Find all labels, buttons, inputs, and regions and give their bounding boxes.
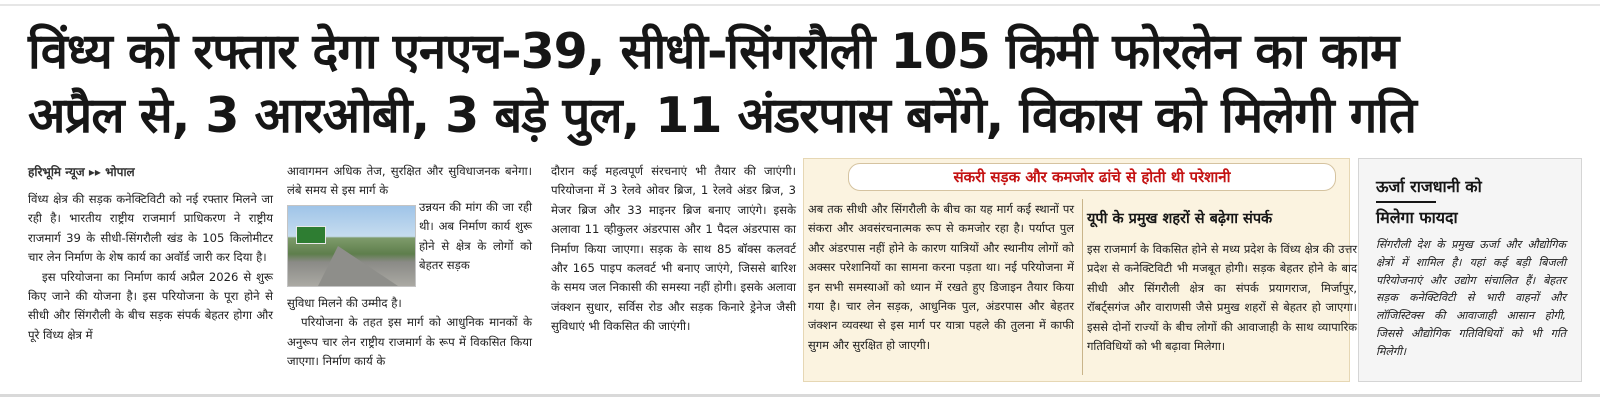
energy-subhead-line-2: मिलेगा फायदा (1376, 208, 1458, 227)
after-photo-text: सुविधा मिलने की उम्मीद है। (287, 296, 402, 310)
headline-line-2: अप्रैल से, 3 आरओबी, 3 बड़े पुल, 11 अंडरपास बनेंगे, विकास को मिलेगी गति (28, 87, 1416, 144)
beside-photo-text: उन्नयन की मांग की जा रही थी। अब निर्माण कार्य शुरू होने से क्षेत्र के लोगों को बेहतर सड़क (419, 200, 532, 273)
box-left-text-block (808, 200, 1074, 355)
article-column-3 (551, 162, 796, 337)
article-column-1 (28, 162, 273, 345)
energy-box-text-block (1376, 236, 1566, 361)
box-subheading-energy-capital (1376, 176, 1576, 229)
headline-line-1: विंध्य को रफ्तार देगा एनएच-39, सीधी-सिंगरौली 105 किमी फोरलेन का काम (28, 23, 1399, 80)
box-left-paragraph: अब तक सीधी और सिंगरौली के बीच का यह मार्ग कई स्थानों पर संकरा और अवसंरचनात्मक रूप से कमजोर रहा है। पर्याप्त पुल और अंडरपास नहीं होने के कारण यात्रियों और स्थानीय लोगों को अक्सर परेशानियों का सामना करना पड़ता था। नई परियोजना में इन सभी समस्याओं को ध्यान में रखते हुए डिजाइन तैयार किया गया है। चार लेन सड़क, आधुनिक पुल, अंडरपास और बेहतर जंक्शन व्यवस्था से इस मार्ग पर यात्रा पहले की तुलना में काफी सुगम और सुरक्षित हो जाएगी। (808, 202, 1074, 352)
road-icon (318, 246, 398, 286)
column-1-paragraph-1: विंध्य क्षेत्र की सड़क कनेक्टिविटी को नई रफ्तार मिलने जा रही है। भारतीय राष्ट्रीय राजमार्ग प्राधिकरण ने राष्ट्रीय राजमार्ग 39 के सीधी-सिंगरौली खंड के 105 किलोमीटर चार लेन निर्माण के शेष कार्य का अवॉर्ड जारी कर दिया है। (28, 192, 273, 265)
box-subheading-up-cities: यूपी के प्रमुख शहरों से बढ़ेगा संपर्क (1087, 211, 1273, 227)
subhead-underline (1376, 201, 1436, 203)
road-sign-icon (296, 226, 326, 244)
headline (28, 20, 1568, 148)
article-column-2-bottom (287, 294, 532, 372)
energy-subhead-line-1: ऊर्जा राजधानी को (1376, 177, 1482, 196)
byline: हरिभूमि न्यूज ▸▸ भोपाल (28, 165, 135, 179)
bottom-rule (0, 394, 1600, 397)
top-rule (0, 4, 1600, 6)
box-divider (1082, 199, 1083, 375)
energy-box-paragraph: सिंगरौली देश के प्रमुख ऊर्जा और औद्योगिक क्षेत्रों में शामिल है। यहां कई बड़ी बिजली परियोजनाएं और उद्योग संचालित हैं। बेहतर सड़क कनेक्टिविटी से भारी वाहनों और लॉजिस्टिक्स की आवाजाही आसान होगी, जिससे औद्योगिक गतिविधियों को भी गति मिलेगी। (1376, 238, 1566, 358)
column-2-paragraph-2: परियोजना के तहत इस मार्ग को आधुनिक मानकों के अनुरूप चार लेन राष्ट्रीय राजमार्ग के रूप में विकसित किया जाएगा। निर्माण कार्य के (287, 315, 532, 369)
box-right-text-block (1087, 240, 1357, 356)
column-1-paragraph-2: इस परियोजना का निर्माण कार्य अप्रैल 2026 से शुरू किए जाने की योजना है। इस परियोजना के पूरा होने से सीधी और सिंगरौली के बीच सड़क संपर्क बेहतर होगा और पूरे विंध्य क्षेत्र में (28, 269, 273, 342)
text-beside-photo (419, 198, 532, 276)
column-2-top-text: आवागमन अधिक तेज, सुरक्षित और सुविधाजनक बनेगा। लंबे समय से इस मार्ग के (287, 164, 532, 198)
box-subheading-narrow-road: संकरी सड़क और कमजोर ढांचे से होती थी परेशानी (848, 163, 1336, 191)
column-3-paragraph: दौरान कई महत्वपूर्ण संरचनाएं भी तैयार की जाएंगी। परियोजना में 3 रेलवे ओवर ब्रिज, 1 रेलवे अंडर ब्रिज, 3 मेजर ब्रिज और 33 माइनर ब्रिज बनाए जाएंगे। इसके अलावा 11 व्हीकुलर अंडरपास और 1 पैदल अंडरपास का निर्माण किया जाएगा। सड़क के साथ 85 बॉक्स कलवर्ट और 165 पाइप कलवर्ट भी बनाए जाएंगे, जिससे बारिश के समय जल निकासी की समस्या नहीं होगी। इसके अलावा जंक्शन सुधार, सर्विस रोड और सड़क किनारे ड्रेनेज जैसी सुविधाएं भी विकसित की जाएंगी। (551, 164, 796, 334)
article-column-2-top (287, 162, 532, 201)
box-right-paragraph: इस राजमार्ग के विकसित होने से मध्य प्रदेश के विंध्य क्षेत्र की उत्तर प्रदेश से कनेक्टिविटी भी मजबूत होगी। सड़क बेहतर होने के बाद सीधी और सिंगरौली क्षेत्र का संपर्क प्रयागराज, मिर्जापुर, रॉबर्ट्सगंज और वाराणसी जैसे प्रमुख शहरों से बेहतर हो जाएगा। इससे दोनों राज्यों के बीच लोगों की आवाजाही के साथ व्यापारिक गतिविधियों को भी बढ़ावा मिलेगा। (1087, 242, 1357, 354)
highway-photo (287, 205, 416, 287)
